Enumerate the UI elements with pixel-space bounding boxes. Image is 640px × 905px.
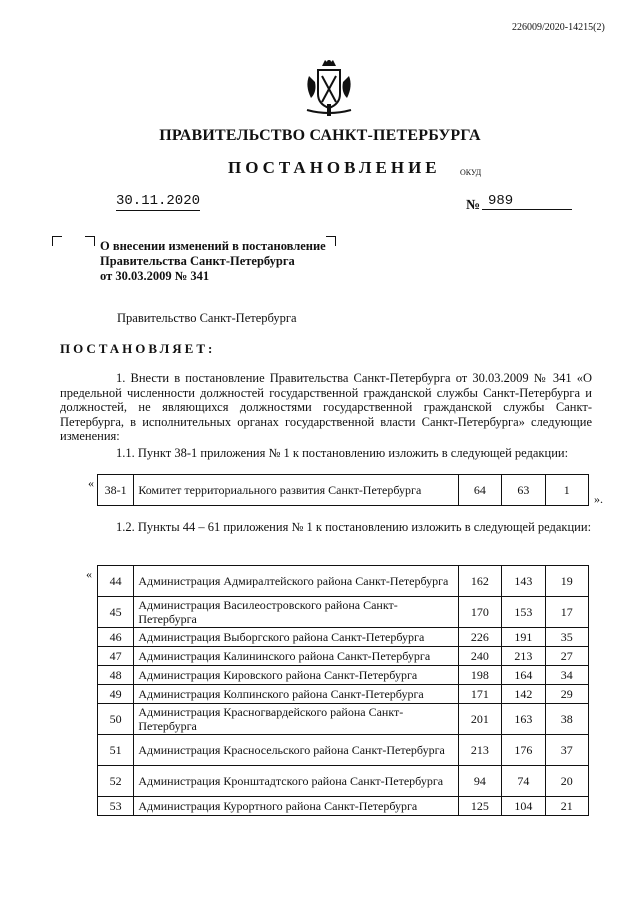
government-title: ПРАВИТЕЛЬСТВО САНКТ-ПЕТЕРБУРГА — [159, 127, 481, 144]
table-row — [98, 704, 589, 735]
row-other: 34 — [545, 666, 588, 685]
row-civil: 164 — [502, 666, 545, 685]
row-name: Администрация Колпинского района Санкт-Петербурга — [134, 685, 458, 704]
row-number: 44 — [98, 566, 134, 597]
row-name: Администрация Красногвардейского района Санкт-Петербурга — [134, 704, 458, 735]
row-civil: 176 — [502, 735, 545, 766]
row-other: 20 — [545, 766, 588, 797]
row-number: 48 — [98, 666, 134, 685]
document-id: 226009/2020-14215(2) — [512, 22, 605, 33]
row-other: 21 — [545, 797, 588, 816]
table-row — [98, 475, 589, 506]
paragraph-1-2: 1.2. Пункты 44 – 61 приложения № 1 к постановлению изложить в следующей редакции: — [116, 520, 592, 534]
decree-number-label: № — [466, 198, 481, 213]
subject-line: О внесении изменений в постановление — [100, 239, 326, 253]
row-total: 201 — [458, 704, 501, 735]
row-name: Администрация Красносельского района Санкт-Петербурга — [134, 735, 458, 766]
table-items-44-53 — [97, 565, 589, 816]
row-total: 125 — [458, 797, 501, 816]
row-civil: 163 — [502, 704, 545, 735]
subject-line: от 30.03.2009 № 341 — [100, 269, 210, 283]
okud-label: ОКУД — [460, 168, 482, 177]
row-total: 213 — [458, 735, 501, 766]
decree-number: 989 — [482, 193, 572, 210]
subject-line: Правительства Санкт-Петербурга — [100, 254, 295, 268]
row-other: 35 — [545, 628, 588, 647]
row-number: 52 — [98, 766, 134, 797]
decree-date: 30.11.2020 — [116, 193, 201, 209]
row-total: 171 — [458, 685, 501, 704]
row-name: Администрация Кировского района Санкт-Петербурга — [134, 666, 458, 685]
table-row — [98, 566, 589, 597]
table-row — [98, 628, 589, 647]
resolves-heading: ПОСТАНОВЛЯЕТ: — [60, 341, 216, 356]
row-other: 17 — [545, 597, 588, 628]
row-civil: 74 — [502, 766, 545, 797]
corner-mark — [326, 236, 336, 246]
row-civil: 191 — [502, 628, 545, 647]
paragraph-1-1: 1.1. Пункт 38-1 приложения № 1 к постановлению изложить в следующей редакции: — [116, 446, 569, 460]
row-other: 1 — [545, 475, 588, 506]
row-civil: 143 — [502, 566, 545, 597]
row-total: 94 — [458, 766, 501, 797]
corner-mark — [52, 236, 62, 246]
row-other: 29 — [545, 685, 588, 704]
row-civil: 213 — [502, 647, 545, 666]
table-row — [98, 597, 589, 628]
table-row — [98, 735, 589, 766]
decree-title: ПОСТАНОВЛЕНИЕ — [228, 158, 441, 177]
row-total: 226 — [458, 628, 501, 647]
row-civil: 104 — [502, 797, 545, 816]
corner-mark — [85, 236, 95, 246]
table-row — [98, 666, 589, 685]
row-name: Комитет территориального развития Санкт-Петербурга — [134, 475, 458, 506]
row-civil: 63 — [502, 475, 545, 506]
row-name: Администрация Адмиралтейского района Санкт-Петербурга — [134, 566, 458, 597]
row-other: 37 — [545, 735, 588, 766]
table-row — [98, 685, 589, 704]
row-civil: 142 — [502, 685, 545, 704]
row-name: Администрация Василеостровского района Санкт-Петербурга — [134, 597, 458, 628]
row-other: 19 — [545, 566, 588, 597]
row-number: 46 — [98, 628, 134, 647]
row-total: 64 — [458, 475, 501, 506]
row-civil: 153 — [502, 597, 545, 628]
open-quote: « — [86, 567, 92, 581]
row-number: 50 — [98, 704, 134, 735]
row-total: 162 — [458, 566, 501, 597]
row-number: 45 — [98, 597, 134, 628]
row-number: 51 — [98, 735, 134, 766]
row-number: 38-1 — [98, 475, 134, 506]
row-name: Администрация Выборгского района Санкт-Петербурга — [134, 628, 458, 647]
row-other: 38 — [545, 704, 588, 735]
open-quote: « — [88, 476, 94, 490]
row-total: 240 — [458, 647, 501, 666]
table-item-38-1 — [97, 474, 589, 506]
row-name: Администрация Калининского района Санкт-Петербурга — [134, 647, 458, 666]
issuer: Правительство Санкт-Петербурга — [117, 311, 297, 325]
coat-of-arms-icon — [303, 58, 355, 118]
row-name: Администрация Курортного района Санкт-Петербурга — [134, 797, 458, 816]
decree-subject — [100, 239, 326, 284]
table-row — [98, 797, 589, 816]
row-total: 198 — [458, 666, 501, 685]
paragraph-1: 1. Внести в постановление Правительства Санкт-Петербурга от 30.03.2009 № 341 «О предельной численности должностей государственной гражданской службы Санкт-Петербурга и должностей, не являющихся должностями государственной гражданской службы Санкт-Петербурга, в исполнительных органах государственной власти Санкт-Петербурга» следующие изменения: — [60, 371, 592, 443]
row-total: 170 — [458, 597, 501, 628]
close-quote: ». — [594, 492, 603, 506]
row-number: 47 — [98, 647, 134, 666]
row-other: 27 — [545, 647, 588, 666]
row-name: Администрация Кронштадтского района Санкт-Петербурга — [134, 766, 458, 797]
table-row — [98, 766, 589, 797]
row-number: 53 — [98, 797, 134, 816]
row-number: 49 — [98, 685, 134, 704]
table-row — [98, 647, 589, 666]
